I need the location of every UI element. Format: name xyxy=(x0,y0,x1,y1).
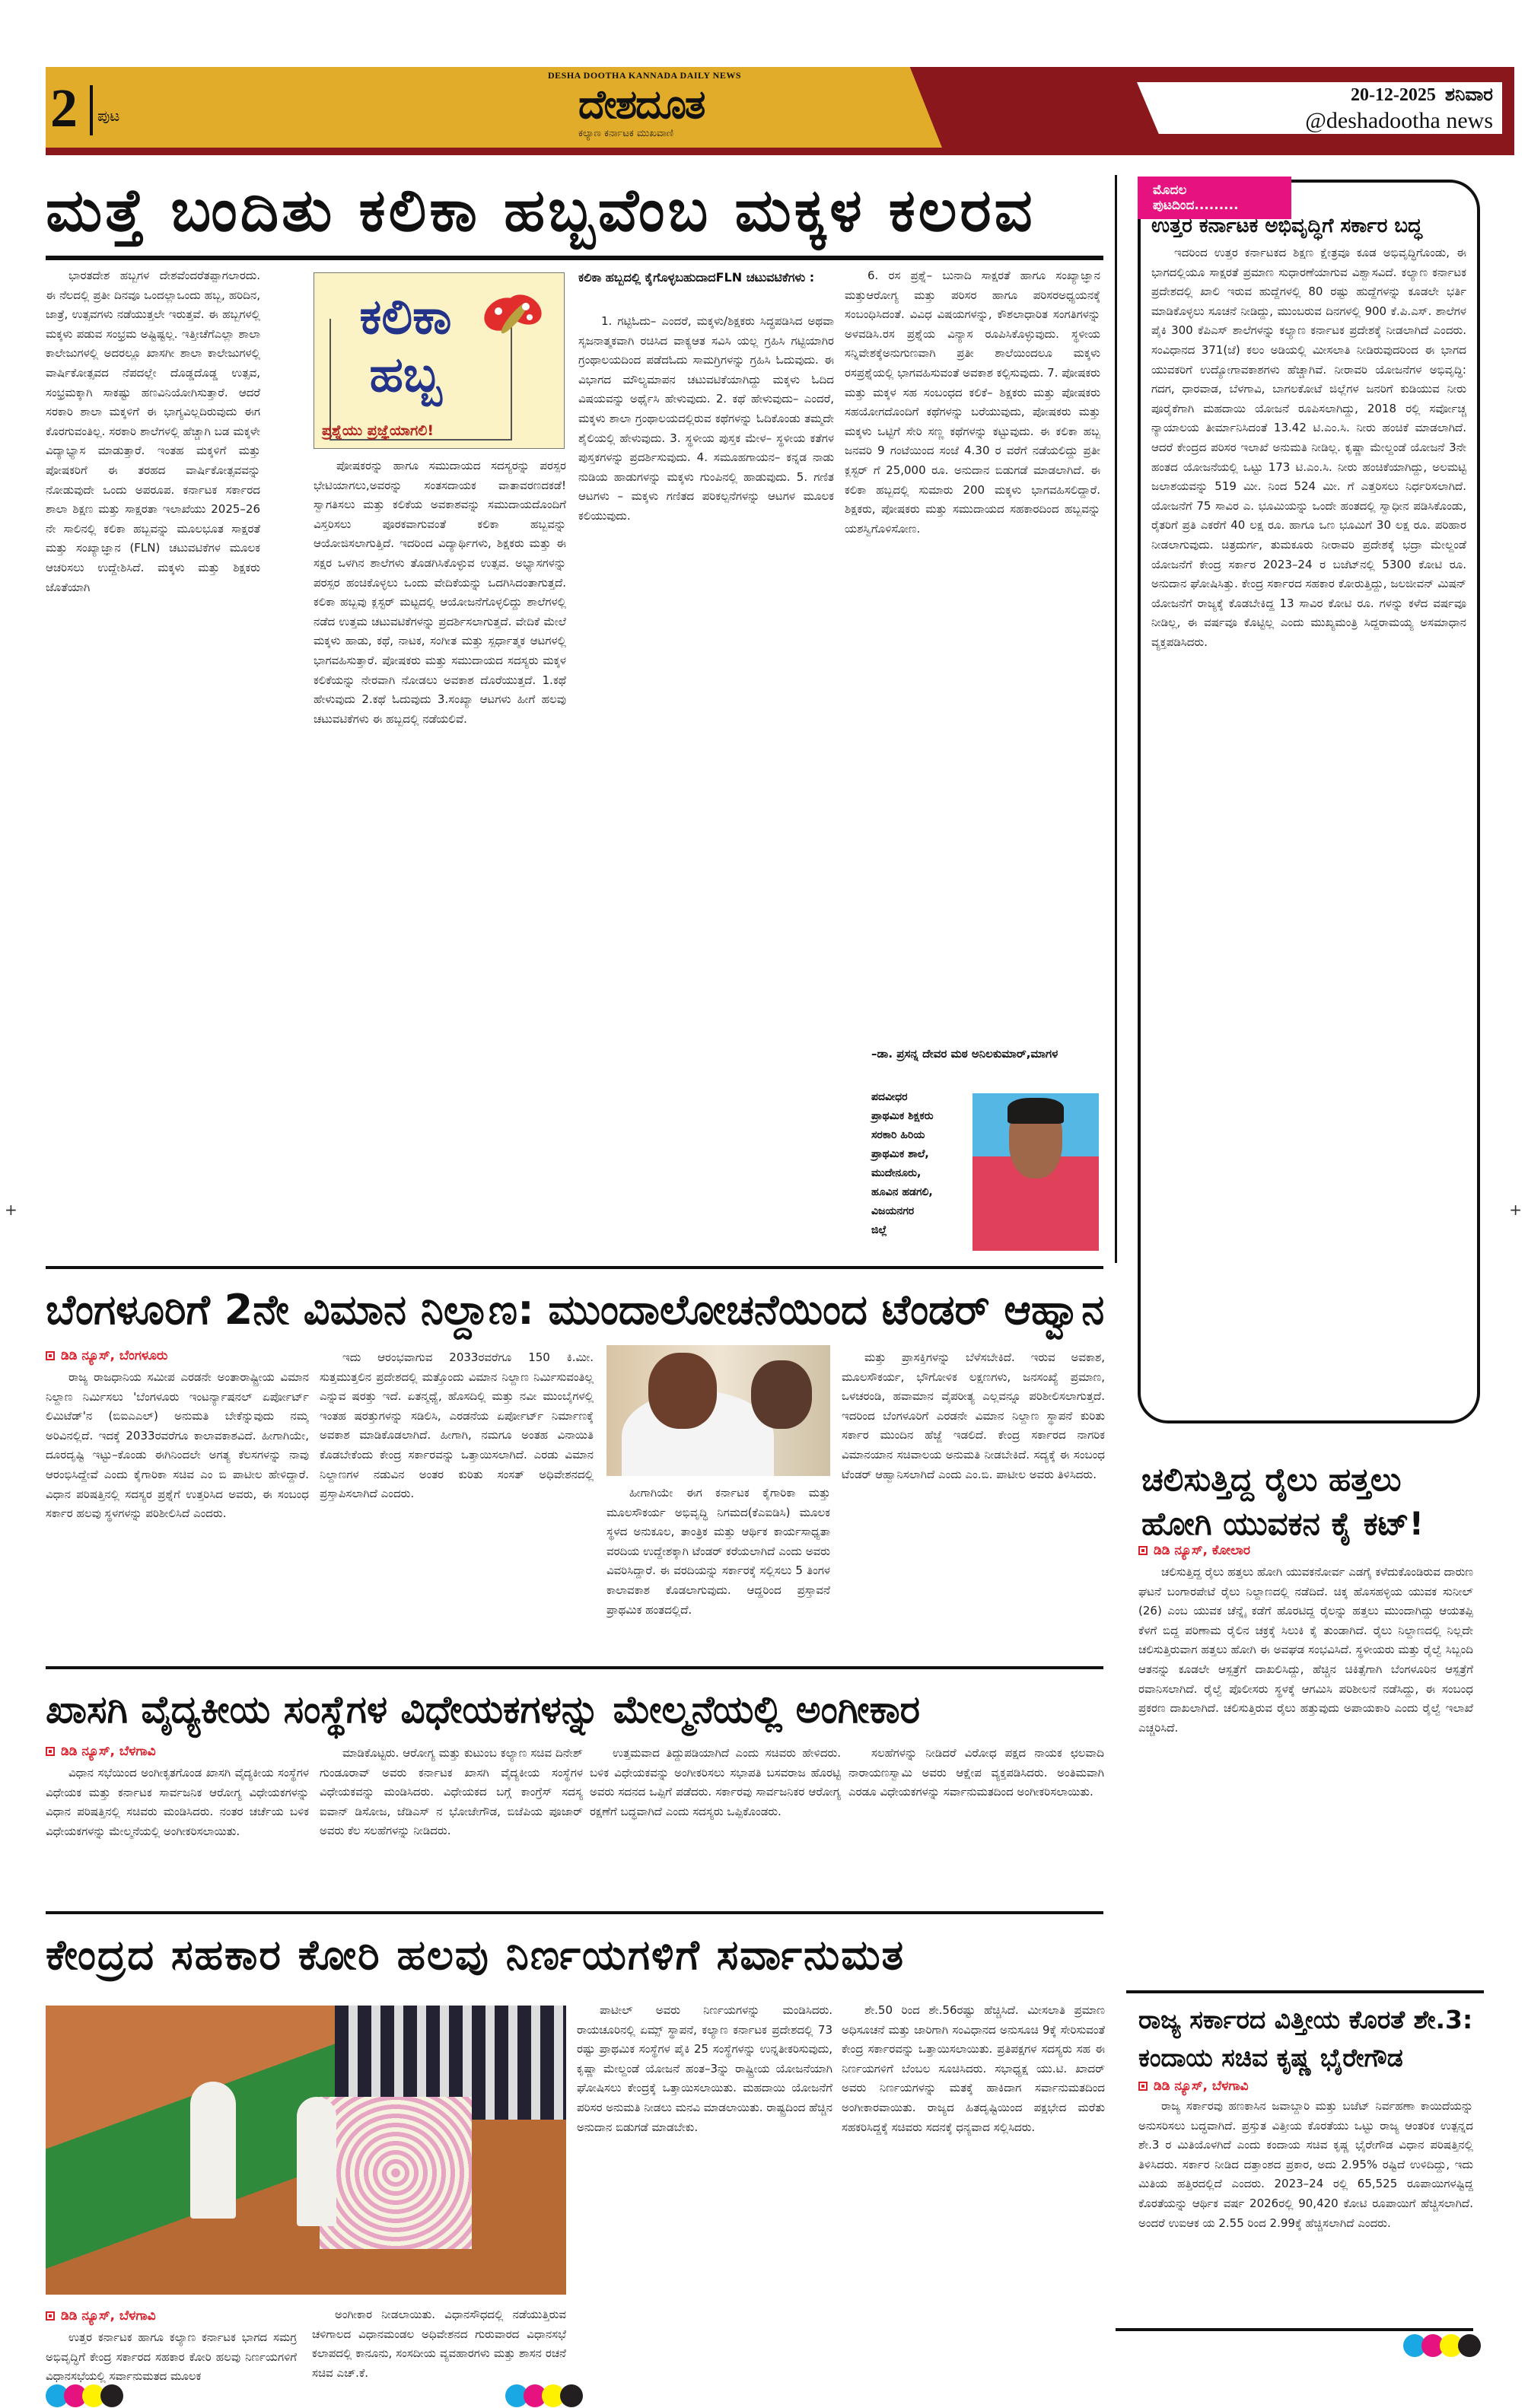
centre-column-2 xyxy=(312,2305,566,2384)
assembly-photo xyxy=(46,2006,566,2295)
photo-person xyxy=(190,2082,236,2219)
masthead-bottom-bar xyxy=(46,148,1514,155)
black-mark-icon xyxy=(100,2384,123,2407)
airport-dateline xyxy=(46,1348,167,1363)
column-divider xyxy=(1115,175,1117,1263)
dateline-text: ಡಿಡಿ ನ್ಯೂಸ್, ಬೆಳಗಾವಿ xyxy=(1154,2079,1249,2094)
medical-text-3: ಉತ್ತಮವಾದ ತಿದ್ದುಪಡಿಯಾಗಿದೆ ಎಂದು ಸಚಿವರು ಹೇಳಿದರು. ಬಳಿಕ ವಿಧೇಯಕವನ್ನು ಅಂಗೀಕರಿಸಲು ಸಭಾಪತಿ ಬಸವರಾಜ ಹೊರಟ್ಟಿ ಅವರು ಸದನದ ಒಪ್ಪಿಗೆ ಪಡೆದರು. ಸರ್ಕಾರವು ಸಾರ್ವಜನಿಕರ ಆರೋಗ್ಯ ರಕ್ಷಣೆಗೆ ಬದ್ಧವಾಗಿದೆ ಎಂದು ಸದಸ್ಯರು ಒಪ್ಪಿಕೊಂಡರು. xyxy=(590,1746,841,1818)
author-line: ಮುದೇನೂರು, xyxy=(871,1167,922,1179)
centre-headline: ಕೇಂದ್ರದ ಸಹಕಾರ ಕೋರಿ ಹಲವು ನಿರ್ಣಯಗಳಿಗೆ ಸರ್ವಾನುಮತ xyxy=(46,1931,906,1979)
airport-text-3: ಹೀಗಾಗಿಯೇ ಈಗ ಕರ್ನಾಟಕ ಕೈಗಾರಿಕಾ ಮತ್ತು ಮೂಲಸೌಕರ್ಯ ಅಭಿವೃದ್ಧಿ ನಿಗಮದ(ಕೆಎಐಡಿಸಿ) ಮೂಲಕ ಸ್ಥಳದ ಅನುಕೂಲ, ತಾಂತ್ರಿಕ ಮತ್ತು ಆರ್ಥಿಕ ಕಾರ್ಯಸಾಧ್ಯತಾ ವರದಿಯ ಉದ್ದೇಶಕ್ಕಾಗಿ ಟೆಂಡರ್ ಕರೆಯಲಾಗಿದೆ ಎಂದು ಅವರು ವಿವರಿಸಿದ್ದಾರೆ. ಈ ವರದಿಯನ್ನು ಸರ್ಕಾರಕ್ಕೆ ಸಲ್ಲಿಸಲು 5 ತಿಂಗಳ ಕಾಲಾವಕಾಶ ಕೊಡಲಾಗುವುದು. ಆದ್ದರಿಂದ ಪ್ರಸ್ತಾವನೆ ಪ್ರಾಥಮಿಕ ಹಂತದಲ್ಲಿದೆ. xyxy=(606,1486,830,1617)
centre-text-4: ಶೇ.50 ರಿಂದ ಶೇ.56ರಷ್ಟು ಹೆಚ್ಚಿಸಿದೆ. ಮೀಸಲಾತಿ ಪ್ರಮಾಣ ಅಧಿಸೂಚನೆ ಮತ್ತು ಜಾರಿಗಾಗಿ ಸಂವಿಧಾನದ ಅನುಸೂಚಿ 9ಕ್ಕೆ ಸೇರಿಸುವಂತೆ ಕೇಂದ್ರ ಸರ್ಕಾರವನ್ನು ಒತ್ತಾಯಿಸಲಾಯಿತು. ಪ್ರತಿಪಕ್ಷಗಳ ಸದಸ್ಯರು ಸಹ ಈ ನಿರ್ಣಯಗಳಿಗೆ ಬೆಂಬಲ ಸೂಚಿಸಿದರು. ಸಭಾಧ್ಯಕ್ಷ ಯು.ಟಿ. ಖಾದರ್ ಅವರು ನಿರ್ಣಯಗಳನ್ನು ಮತಕ್ಕೆ ಹಾಕಿದಾಗ ಸರ್ವಾನುಮತದಿಂದ ಅಂಗೀಕಾರವಾಯಿತು. ರಾಜ್ಯದ ಹಿತದೃಷ್ಟಿಯಿಂದ ಪಕ್ಷಭೇದ ಮರೆತು ಸಹಕರಿಸಿದ್ದಕ್ಕೆ ಸಚಿವರು ಸದನಕ್ಕೆ ಧನ್ಯವಾದ ಸಲ್ಲಿಸಿದರು. xyxy=(842,2003,1105,2134)
photo-face xyxy=(648,1353,717,1429)
fln-heading: ಕಲಿಕಾ ಹಬ್ಬದಲ್ಲಿ ಕೈಗೊಳ್ಳಬಹುದಾದFLN ಚಟುವಟಿಕೆಗಳು : xyxy=(578,270,815,285)
medical-column-4 xyxy=(848,1744,1104,1908)
page-number: 2 xyxy=(50,78,78,138)
centre-text-2: ಅಂಗೀಕಾರ ನೀಡಲಾಯಿತು. ವಿಧಾನಸೌಧದಲ್ಲಿ ನಡೆಯುತ್ತಿರುವ ಚಳಿಗಾಲದ ವಿಧಾನಮಂಡಲ ಅಧಿವೇಶನದ ಗುರುವಾರದ ವಿಧಾನಸಭೆ ಕಲಾಪದಲ್ಲಿ ಕಾನೂನು, ಸಂಸದೀಯ ವ್ಯವಹಾರಗಳು ಮತ್ತು ಶಾಸನ ರಚನೆ ಸಚಿವ ಎಚ್.ಕೆ. xyxy=(312,2308,566,2380)
airport-column-2 xyxy=(320,1348,594,1657)
page-label: ಪುಟ xyxy=(97,107,120,125)
dateline-text: ಡಿಡಿ ನ್ಯೂಸ್, ಬೆಂಗಳೂರು xyxy=(61,1348,168,1363)
medical-dateline xyxy=(46,1744,156,1759)
dateline-text: ಡಿಡಿ ನ್ಯೂಸ್, ಬೆಳಗಾವಿ xyxy=(61,2308,156,2324)
airport-column-1 xyxy=(46,1368,309,1657)
author-line: ಪದವೀಧರ xyxy=(871,1091,908,1103)
medical-text-4: ಸಲಹೆಗಳನ್ನು ನೀಡಿದರೆ ವಿರೋಧ ಪಕ್ಷದ ನಾಯಕ ಛಲವಾದಿ ನಾರಾಯಣಸ್ವಾಮಿ ಅವರು ಆಕ್ಷೇಪ ವ್ಯಕ್ತಪಡಿಸಿದರು. ಅಂತಿಮವಾಗಿ ಎರಡೂ ವಿಧೇಯಕಗಳನ್ನು ಸರ್ವಾನುಮತದಿಂದ ಅಂಗೀಕರಿಸಲಾಯಿತು. xyxy=(848,1746,1104,1799)
medical-column-3 xyxy=(590,1744,841,1908)
black-mark-icon xyxy=(560,2384,583,2407)
english-paper-name: DESHA DOOTHA KANNADA DAILY NEWS xyxy=(548,70,741,81)
dateline-text: ಡಿಡಿ ನ್ಯೂಸ್, ಬೆಳಗಾವಿ xyxy=(61,1744,156,1759)
cmyk-marks-center xyxy=(510,2384,583,2407)
centre-dateline xyxy=(46,2308,156,2324)
fiscal-dateline xyxy=(1138,2079,1249,2094)
continued-tag: ಮೊದಲ ಪುಟದಿಂದ......... xyxy=(1138,177,1291,219)
airport-text-4: ಮತ್ತು ಪ್ರಾಸಕ್ತಿಗಳನ್ನು ಬೆಳೆಸಬೇಕಿದೆ. ಇರುವ ಅವಕಾಶ, ಮೂಲಸೌಕರ್ಯ, ಭೌಗೋಳಿಕ ಲಕ್ಷಣಗಳು, ಜನಸಂಖ್ಯೆ ಪ್ರಮಾಣ, ಒಳಚರಂಡಿ, ಹವಾಮಾನ ವೈಪರೀತ್ಯ ಎಲ್ಲವನ್ನೂ ಪರಿಶೀಲಿಸಲಾಗುತ್ತದೆ. ಇದರಿಂದ ಬೆಂಗಳೂರಿಗೆ ಎರಡನೇ ವಿಮಾನ ನಿಲ್ದಾಣ ಸ್ಥಾಪನೆ ಕುರಿತು ಸರ್ಕಾರ ಮುಂದಿನ ಹೆಜ್ಜೆ ಇಡಲಿದೆ. ಕೇಂದ್ರ ಸರ್ಕಾರದ ನಾಗರಿಕ ವಿಮಾನಯಾನ ಸಚಿವಾಲಯ ಅನುಮತಿ ನೀಡಬೇಕಿದೆ. ಸದ್ಯಕ್ಕೆ ಈ ಸಂಬಂಧ ಟೆಂಡರ್ ಆಹ್ವಾನಿಸಲಾಗಿದೆ ಎಂದು ಎಂ.ಬಿ. ಪಾಟೀಲ ಅವರು ತಿಳಿಸಿದರು. xyxy=(842,1350,1105,1481)
cmyk-marks-right xyxy=(1408,2334,1481,2357)
lead-headline: ಮತ್ತೆ ಬಂದಿತು ಕಲಿಕಾ ಹಬ್ಬವೆಂಬ ಮಕ್ಕಳ ಕಲರವ xyxy=(46,177,1036,245)
masthead xyxy=(46,67,1514,148)
medical-text-1: ವಿಧಾನ ಸಭೆಯಿಂದ ಅಂಗೀಕೃತಗೊಂಡ ಖಾಸಗಿ ವೈದ್ಯಕೀಯ ಸಂಸ್ಥೆಗಳ ವಿಧೇಯಕ ಮತ್ತು ಕರ್ನಾಟಕ ಸಾರ್ವಜನಿಕ ಆರೋಗ್ಯ ವಿಧೇಯಕಗಳನ್ನು ವಿಧಾನ ಪರಿಷತ್ತಿನಲ್ಲಿ ಸಚಿವರು ಮಂಡಿಸಿದರು. ನಂತರ ಚರ್ಚೆಯ ಬಳಿಕ ವಿಧೇಯಕಗಳನ್ನು ಮೇಲ್ಮನೆಯಲ್ಲಿ ಅಂಗೀಕರಿಸಲಾಯಿತು. xyxy=(46,1766,309,1838)
train-headline: ಚಲಿಸುತ್ತಿದ್ದ ರೈಲು ಹತ್ತಲು ಹೋಗಿ ಯುವಕನ ಕೈ ಕಟ್! xyxy=(1141,1461,1424,1542)
dateline-text: ಡಿಡಿ ನ್ಯೂಸ್, ಕೋಲಾರ xyxy=(1154,1543,1250,1558)
lead-column-4 xyxy=(845,266,1100,1035)
fiscal-headline: ರಾಜ್ಯ ಸರ್ಕಾರದ ವಿತ್ತೀಯ ಕೊರತೆ ಶೇ.3: ಕಂದಾಯ ಸಚಿವ ಕೃಷ್ಣ ಭೈರೇಗೌಡ xyxy=(1138,2005,1473,2072)
lead-text-2: ಪೋಷಕರನ್ನು ಹಾಗೂ ಸಮುದಾಯದ ಸದಸ್ಯರನ್ನು ಪರಸ್ಪರ ಭೇಟಿಯಾಗಲು,ಅವರನ್ನು ಸಂತಸದಾಯಕ ವಾತಾವರಣದಕಡೆ! ಸ್ವಾಗತಿಸಲು ಮತ್ತು ಕಲಿಕೆಯ ಅವಕಾಶವನ್ನು ಸಮುದಾಯದೊಂದಿಗೆ ವಿಸ್ತರಿಸಲು ಪೂರಕವಾಗುವಂತೆ ಕಲಿಕಾ ಹಬ್ಬವನ್ನು ಆಯೋಜಿಸಲಾಗುತ್ತಿದೆ. ಇದರಿಂದ ವಿದ್ಯಾರ್ಥಿಗಳು, ಶಿಕ್ಷಕರು ಮತ್ತು ಈ ಸಕ್ಷರ ಒಳಗಿನ ಶಾಲೆಗಳು ತೊಡಗಿಸಿಕೊಳ್ಳುವ ಉತ್ಸವ. ಅಭ್ಯಾಸಗಳನ್ನು ಪರಸ್ಪರ ಹಂಚಿಕೊಳ್ಳಲು ಒಂದು ವೇದಿಕೆಯನ್ನು ಒದಗಿಸಿದಂತಾಗುತ್ತದೆ. ಕಲಿಕಾ ಹಬ್ಬವು ಕ್ಲಸ್ಟರ್ ಮಟ್ಟದಲ್ಲಿ ಆಯೋಜನೆಗೊಳ್ಳಲಿದ್ದು ಶಾಲೆಗಳಲ್ಲಿ ನಡೆದ ಉತ್ತಮ ಚಟುವಟಿಕೆಗಳನ್ನು ಪ್ರದರ್ಶಿಸಲಾಗುತ್ತದೆ. ವೇದಿಕೆ ಮೇಲೆ ಮಕ್ಕಳು ಹಾಡು, ಕಥೆ, ನಾಟಕ, ಸಂಗೀತ ಮತ್ತು ಸ್ಪರ್ಧಾತ್ಮಕ ಆಟಗಳಲ್ಲಿ ಭಾಗವಹಿಸುತ್ತಾರೆ. ಪೋಷಕರು ಮತ್ತು ಸಮುದಾಯದ ಸದಸ್ಯರು ಮಕ್ಕಳ ಕಲಿಕೆಯನ್ನು ನೇರವಾಗಿ ನೋಡಲು ಅವಕಾಶ ದೊರೆಯುತ್ತದೆ. 1.ಕಥೆ ಹೇಳುವುದು 2.ಕಥೆ ಓದುವುದು 3.ಸಂಖ್ಯಾ ಆಟಗಳು ಹೀಗೆ ಹಲವು ಚಟುವಟಿಕೆಗಳು ಈ ಹಬ್ಬದಲ್ಲಿ ನಡೆಯಲಿವೆ. xyxy=(314,459,566,726)
dateline-bullet-icon xyxy=(1138,1546,1148,1555)
section-rule xyxy=(46,1266,1103,1269)
dateline-bullet-icon xyxy=(1138,2082,1148,2091)
author-line: ವಿಜಯನಗರ xyxy=(871,1205,915,1217)
butterfly-icon xyxy=(480,284,549,352)
sidebar-body xyxy=(1151,243,1466,1414)
registration-mark-right-icon: + xyxy=(1509,1201,1522,1219)
centre-column-4 xyxy=(842,2001,1105,2381)
author-photo xyxy=(973,1093,1099,1251)
lead-column-2 xyxy=(314,456,566,1255)
photo-flowers xyxy=(320,2097,472,2249)
lead-column-1 xyxy=(46,266,260,1255)
airport-column-4 xyxy=(842,1348,1105,1657)
medical-text-2: ಮಾಡಿಕೊಟ್ಟರು. ಆರೋಗ್ಯ ಮತ್ತು ಕುಟುಂಬ ಕಲ್ಯಾಣ ಸಚಿವ ದಿನೇಶ್ ಗುಂಡೂರಾವ್ ಅವರು ಕರ್ನಾಟಕ ಖಾಸಗಿ ವೈದ್ಯಕೀಯ ಸಂಸ್ಥೆಗಳ ವಿಧೇಯಕವನ್ನು ಮಂಡಿಸಿದರು. ವಿಧೇಯಕದ ಬಗ್ಗೆ ಕಾಂಗ್ರೆಸ್ ಸದಸ್ಯ ಐವಾನ್ ಡಿಸೋಜ, ಜೆಡಿಎಸ್ ನ ಭೋಜೇಗೌಡ, ಬಿಜೆಪಿಯ ಪೂಜಾರ್ ಅವರು ಕೆಲ ಸಲಹೆಗಳನ್ನು ನೀಡಿದರು. xyxy=(320,1746,583,1838)
dateline-bullet-icon xyxy=(46,1747,55,1756)
centre-column-3 xyxy=(577,2001,832,2381)
dateline-bullet-icon xyxy=(46,1351,55,1360)
newspaper-tagline: ಕಲ್ಯಾಣ ಕರ್ನಾಟಕ ಮುಖವಾಣಿ xyxy=(578,128,673,139)
lead-text-3: 1. ಗಟ್ಟಿಓದು– ಎಂದರೆ, ಮಕ್ಕಳು/ಶಿಕ್ಷಕರು ಸಿದ್ಧಪಡಿಸಿದ ಅಥವಾ ಸೃಜನಾತ್ಮಕವಾಗಿ ರಚಿಸಿದ ವಾಕ್ಯಆತ ಸವಿಸಿ ಯಲ್ಲ ಗ್ರಹಿಸಿ ಗಟ್ಟಿಯಾಗಿರ ಗ್ರಂಥಾಲಯದಿಂದ ಪಡೆದಓದು ಸಾಮಗ್ರಿಗಳನ್ನು ಗ್ರಹಿಸಿ ಓದುವುದು. ಈ ವಿಭಾಗದ ಮೌಲ್ಯಮಾಪನ ಚಟುವಟಿಕೆಯಾಗಿದ್ದು ಮಕ್ಕಳು ಓದಿದ ವಿಷಯವನ್ನು ಅರ್ಥೈಸಿ ಹೇಳುವುದು. 2. ಕಥೆ ಹೇಳುವುದು– ಎಂದರೆ, ಮಕ್ಕಳು ಶಾಲಾ ಗ್ರಂಥಾಲಯದಲ್ಲಿರುವ ಕಥೆಗಳನ್ನು ಓದಿಕೊಂಡು ತಮ್ಮದೇ ಶೈಲಿಯಲ್ಲಿ ಹೇಳುವುದು. 3. ಸ್ಥಳೀಯ ಪುಸ್ತಕ ಮೇಳ– ಸ್ಥಳೀಯ ಕತೆಗಳ ಪುಸ್ತಕಗಳನ್ನು ಪ್ರದರ್ಶಿಸುವುದು. 4. ಸಮೂಹಗಾಯನ– ಕನ್ನಡ ನಾಡು ನುಡಿಯ ಹಾಡುಗಳನ್ನು ಮಕ್ಕಳು ಗುಂಪಿನಲ್ಲಿ ಹಾಡುವುದು. 5. ಗಣಿತ ಆಟಗಳು – ಮಕ್ಕಳು ಗಣಿತದ ಪರಿಕಲ್ಪನೆಗಳನ್ನು ಆಟಗಳ ಮೂಲಕ ಕಲಿಯುವುದು. xyxy=(578,314,834,523)
author-line: ಸರಕಾರಿ ಹಿರಿಯ xyxy=(871,1129,925,1141)
newspaper-logo: ದೇಶದೂತ xyxy=(578,82,705,128)
train-body xyxy=(1138,1563,1473,1981)
date-value: 20-12-2025 xyxy=(1350,85,1436,105)
fiscal-body xyxy=(1138,2097,1473,2317)
centre-text-1: ಉತ್ತರ ಕರ್ನಾಟಕ ಹಾಗೂ ಕಲ್ಯಾಣ ಕರ್ನಾಟಕ ಭಾಗದ ಸಮಗ್ರ ಅಭಿವೃದ್ಧಿಗೆ ಕೇಂದ್ರ ಸರ್ಕಾರದ ಸಹಕಾರ ಕೋರಿ ಹಲವು ನಿರ್ಣಯಗಳಿಗೆ ವಿಧಾನಸಭೆಯಲ್ಲಿ ಸರ್ವಾನುಮತದ ಮೂಲಕ xyxy=(46,2330,297,2384)
section-rule xyxy=(46,1911,1103,1914)
photo-face-2 xyxy=(751,1360,812,1429)
medical-headline: ಖಾಸಗಿ ವೈದ್ಯಕೀಯ ಸಂಸ್ಥೆಗಳ ವಿಧೇಯಕಗಳನ್ನು ಮೇಲ್ಮನೆಯಲ್ಲಿ ಅಂಗೀಕಾರ xyxy=(46,1688,921,1732)
logo-title: ಕಲಿಕಾ ಹಬ್ಬ xyxy=(359,289,452,403)
section-rule xyxy=(1126,1990,1484,1993)
social-handle: @deshadootha news xyxy=(1305,108,1493,133)
train-dateline xyxy=(1138,1543,1250,1558)
lead-headline-rule xyxy=(46,256,1103,260)
airport-text-1: ರಾಜ್ಯ ರಾಜಧಾನಿಯ ಸಮೀಪ ಎರಡನೇ ಅಂತಾರಾಷ್ಟ್ರೀಯ ವಿಮಾನ ನಿಲ್ದಾಣ ನಿರ್ಮಿಸಲು 'ಬೆಂಗಳೂರು ಇಂಟರ್ನ್ಯಾಷನಲ್ ಏರ್ಪೋರ್ಟ್ ಲಿಮಿಟೆಡ್'ನ (ಬಿಐಎಎಲ್) ಅನುಮತಿ ಬೇಕೆನ್ನುವುದು ನಮ್ಮ ಅರಿವಿನಲ್ಲಿದೆ. ಇದಕ್ಕೆ 2033ರವರೆಗೂ ಕಾಲಾವಕಾಶವಿದೆ. ಹೀಗಾಗಿಯೇ, ದೂರದೃಷ್ಟಿ ಇಟ್ಟು–ಕೊಂಡು ಈಗಿನಿಂದಲೇ ಅಗತ್ಯ ಕೆಲಸಗಳನ್ನು ನಾವು ಆರಂಭಿಸಿದ್ದೇವೆ ಎಂದು ಕೈಗಾರಿಕಾ ಸಚಿವ ಎಂ ಬಿ ಪಾಟೀಲ ಹೇಳಿದ್ದಾರೆ. ವಿಧಾನ ಪರಿಷತ್ತಿನಲ್ಲಿ ಸದಸ್ಯರ ಪ್ರಶ್ನೆಗೆ ಉತ್ತರಿಸಿದ ಅವರು, ಈ ಸಂಬಂಧ ಸರ್ಕಾರ ಹಲವು ಸ್ಥಳಗಳನ್ನು ಪರಿಶೀಲಿಸಿದೆ ಎಂದರು. xyxy=(46,1370,309,1521)
author-hair xyxy=(1008,1098,1064,1124)
cmyk-marks-left xyxy=(50,2384,123,2407)
lead-column-3 xyxy=(578,312,834,1073)
logo-slogan: ಪ್ರಶ್ನೆಯು ಪ್ರಜ್ಞೆಯಾಗಲಿ! xyxy=(322,422,435,439)
dateline-bullet-icon xyxy=(46,2311,55,2321)
minister-photo xyxy=(606,1345,830,1476)
medical-column-1 xyxy=(46,1764,309,1908)
author-details xyxy=(871,1088,970,1240)
kalika-habba-logo xyxy=(314,272,565,449)
sidebar-text: ಇದರಿಂದ ಉತ್ತರ ಕರ್ನಾಟಕದ ಶಿಕ್ಷಣ ಕ್ಷೇತ್ರವೂ ಕೂಡ ಅಭಿವೃದ್ಧಿಗೊಂಡು, ಈ ಭಾಗದಲ್ಲಿಯೂ ಸಾಕ್ಷರತೆ ಪ್ರಮಾಣ ಸುಧಾರಣೆಯಾಗುವ ವಿಶ್ವಾಸವಿದೆ. ಕಲ್ಯಾಣ ಕರ್ನಾಟಕ ಪ್ರದೇಶದಲ್ಲಿ ಖಾಲಿ ಇರುವ ಹುದ್ದೆಗಳಲ್ಲಿ 80 ರಷ್ಟು ಹುದ್ದೆಗಳನ್ನು ಕೂಡಲೇ ಭರ್ತಿ ಮಾಡಿಕೊಳ್ಳಲು ಸೂಚನೆ ನೀಡಿದ್ದು, ಮುಂಬರುವ ದಿನಗಳಲ್ಲಿ 900 ಕೆ.ಪಿ.ಎಸ್. ಶಾಲೆಗಳ ಪೈಕಿ 300 ಕೆಪಿಎಸ್ ಶಾಲೆಗಳನ್ನು ಕಲ್ಯಾಣ ಕರ್ನಾಟಕ ಪ್ರದೇಶಕ್ಕೆ ನೀಡಲಾಗಿದೆ ಎಂದರು. ಸಂವಿಧಾನದ 371(ಜೆ) ಕಲಂ ಅಡಿಯಲ್ಲಿ ಮೀಸಲಾತಿ ನೀಡಿರುವುದರಿಂದ ಈ ಭಾಗದ ಯುವಕರಿಗೆ ಉದ್ಯೋಗಾವಕಾಶಗಳು ಹೆಚ್ಚಾಗಿವೆ. ನೀರಾವರಿ ಯೋಜನೆಗಳ ಅಭಿವೃದ್ಧಿ: ಗದಗ, ಧಾರವಾಡ, ಬೆಳಗಾವಿ, ಬಾಗಲಕೋಟೆ ಜಿಲ್ಲೆಗಳ ಜನರಿಗೆ ಕುಡಿಯುವ ನೀರು ಪೂರೈಕೆಗಾಗಿ ಮಹದಾಯಿ ಯೋಜನೆ ರೂಪಿಸಲಾಗಿದ್ದು, 2018 ರಲ್ಲಿ ಸರ್ವೋಚ್ಚ ನ್ಯಾಯಾಲಯ ತೀರ್ಮಾನಿಸಿದಂತೆ 13.42 ಟಿ.ಎಂ.ಸಿ. ನೀರು ಹಂಚಿಕೆ ಮಾಡಲಾಗಿದೆ. ಆದರೆ ಕೇಂದ್ರದ ಪರಿಸರ ಇಲಾಖೆ ಅನುಮತಿ ನೀಡಿಲ್ಲ. ಕೃಷ್ಣಾ ಮೇಲ್ದಂಡೆ ಯೋಜನೆ 3ನೇ ಹಂತದ ಯೋಜನೆಯಲ್ಲಿ ಒಟ್ಟು 173 ಟಿ.ಎಂ.ಸಿ. ನೀರು ಹಂಚಿಕೆಯಾಗಿದ್ದು, ಅಲಮಟ್ಟಿ ಜಲಾಶಯವನ್ನು 519 ಮೀ. ನಿಂದ 524 ಮೀ. ಗೆ ಎತ್ತರಿಸಲು ನಿರ್ಧರಿಸಲಾಗಿದೆ. ಯೋಜನೆಗೆ 75 ಸಾವಿರ ಎ. ಭೂಮಿಯನ್ನು ಒಂದೇ ಹಂತದಲ್ಲಿ ಸ್ವಾಧೀನ ಪಡಿಸಿಕೊಂಡು, ರೈತರಿಗೆ ಪ್ರತಿ ಎಕರೆಗೆ 40 ಲಕ್ಷ ರೂ. ಹಾಗೂ ಒಣ ಭೂಮಿಗೆ 30 ಲಕ್ಷ ರೂ. ಪರಿಹಾರ ನೀಡಲಾಗುವುದು. ಚಿತ್ರದುರ್ಗ, ತುಮಕೂರು ನೀರಾವರಿ ಪ್ರದೇಶಕ್ಕೆ ಭದ್ರಾ ಮೇಲ್ದಂಡೆ ಯೋಜನೆಗೆ ಕೇಂದ್ರ ಸರ್ಕಾರ 2023–24 ರ ಬಜೆಟ್‌ನಲ್ಲಿ 5300 ಕೋಟಿ ರೂ. ಅನುದಾನ ಘೋಷಿಸಿತ್ತು. ಕೇಂದ್ರ ಸರ್ಕಾರದ ಸಹಕಾರ ಕೋರುತ್ತಿದ್ದು, ಜಲಜೀವನ್ ಮಿಷನ್ ಯೋಜನೆಗೆ ರಾಜ್ಯಕ್ಕೆ ಕೊಡಬೇಕಿದ್ದ 13 ಸಾವಿರ ಕೋಟಿ ರೂ. ಗಳನ್ನು ಕಳೆದ ವರ್ಷವೂ ನೀಡಿಲ್ಲ, ಈ ವರ್ಷವೂ ಕೊಟ್ಟಿಲ್ಲ ಎಂದು ಮುಖ್ಯಮಂತ್ರಿ ಸಿದ್ದರಾಮಯ್ಯ ಅಸಮಾಧಾನ ವ್ಯಕ್ತಪಡಿಸಿದರು. xyxy=(1151,246,1466,649)
black-mark-icon xyxy=(1458,2334,1481,2357)
photo-person xyxy=(297,2097,336,2226)
centre-text-3: ಪಾಟೀಲ್ ಅವರು ನಿರ್ಣಯಗಳನ್ನು ಮಂಡಿಸಿದರು. ರಾಯಚೂರಿನಲ್ಲಿ ಏಮ್ಸ್ ಸ್ಥಾಪನೆ, ಕಲ್ಯಾಣ ಕರ್ನಾಟಕ ಪ್ರದೇಶದಲ್ಲಿ 73 ರಷ್ಟು ಪ್ರಾಥಮಿಕ ಸಂಸ್ಥೆಗಳ ಪೈಕಿ 25 ಸಂಸ್ಥೆಗಳನ್ನು ಉನ್ನತೀಕರಿಸುವುದು, ಕೃಷ್ಣಾ ಮೇಲ್ದಂಡೆ ಯೋಜನೆ ಹಂತ–3ನ್ನು ರಾಷ್ಟ್ರೀಯ ಯೋಜನೆಯಾಗಿ ಘೋಷಿಸಲು ಕೇಂದ್ರಕ್ಕೆ ಒತ್ತಾಯಿಸಲಾಯಿತು. ಮಹದಾಯಿ ಯೋಜನೆಗೆ ಪರಿಸರ ಅನುಮತಿ ನೀಡಲು ಮನವಿ ಮಾಡಲಾಯಿತು. ರಾಷ್ಟ್ರದಿಂದ ಹೆಚ್ಚಿನ ಅನುದಾನ ಬಿಡುಗಡೆ ಮಾಡಬೇಕು. xyxy=(577,2003,832,2134)
registration-mark-left-icon: + xyxy=(5,1201,18,1219)
footer-rule-right xyxy=(1116,2328,1473,2331)
airport-text-2: ಇದು ಆರಂಭವಾಗುವ 2033ರವರೆಗೂ 150 ಕಿ.ಮೀ. ಸುತ್ತಮುತ್ತಲಿನ ಪ್ರದೇಶದಲ್ಲಿ ಮತ್ತೊಂದು ವಿಮಾನ ನಿಲ್ದಾಣ ನಿರ್ಮಿಸುವಂತಿಲ್ಲ ಎನ್ನುವ ಷರತ್ತು ಇದೆ. ಏತನ್ಮಧ್ಯೆ, ಹೊಸದಿಲ್ಲಿ ಮತ್ತು ನವೀ ಮುಂಬೈಗಳಲ್ಲಿ ಇಂತಹ ಷರತ್ತುಗಳನ್ನು ಸಡಿಲಿಸಿ, ಎರಡನೆಯ ಏರ್ಪೋರ್ಟ್ ನಿರ್ಮಾಣಕ್ಕೆ ಅವಕಾಶ ಮಾಡಿಕೊಡಲಾಗಿದೆ. ಹೀಗಾಗಿ, ನಮಗೂ ಅಂತಹ ವಿನಾಯಿತಿ ಕೊಡಬೇಕೆಂದು ಕೇಂದ್ರ ಸರ್ಕಾರವನ್ನು ಒತ್ತಾಯಿಸಲಾಗಿದೆ. ಎರಡು ವಿಮಾನ ನಿಲ್ದಾಣಗಳ ನಡುವಿನ ಅಂತರ ಕುರಿತು ಸಂಸತ್ ಅಧಿವೇಶನದಲ್ಲಿ ಪ್ರಸ್ತಾಪಿಸಲಾಗಿದೆ ಎಂದರು. xyxy=(320,1350,594,1501)
issue-date xyxy=(1351,85,1493,106)
author-line: ಪ್ರಾಥಮಿಕ ಶಿಕ್ಷಕರು xyxy=(871,1110,934,1122)
train-text: ಚಲಿಸುತ್ತಿದ್ದ ರೈಲು ಹತ್ತಲು ಹೋಗಿ ಯುವಕನೋರ್ವ ಎಡಗೈ ಕಳೆದುಕೊಂಡಿರುವ ದಾರುಣ ಘಟನೆ ಬಂಗಾರಪೇಟೆ ರೈಲು ನಿಲ್ದಾಣದಲ್ಲಿ ನಡೆದಿದೆ. ಚಿಕ್ಕ ಹೊಸಹಳ್ಳಿಯ ಯುವಕ ಸುನೀಲ್ (26) ಎಂಬ ಯುವಕ ಚೆನ್ನೈ ಕಡೆಗೆ ಹೊರಟಿದ್ದ ರೈಲನ್ನು ಹತ್ತಲು ಮುಂದಾಗಿದ್ದು ಆಯತಪ್ಪಿ ಕೆಳಗೆ ಬಿದ್ದ ಪರಿಣಾಮ ರೈಲಿನ ಚಕ್ರಕ್ಕೆ ಸಿಲುಕಿ ಕೈ ತುಂಡಾಗಿದೆ. ರೈಲು ನಿಲ್ದಾಣದಲ್ಲಿ ನಿಲ್ಲದೇ ಚಲಿಸುತ್ತಿರುವಾಗ ಹತ್ತಲು ಹೋಗಿ ಈ ಅವಘಡ ಸಂಭವಿಸಿದೆ. ಸ್ಥಳೀಯರು ಮತ್ತು ರೈಲ್ವೆ ಸಿಬ್ಬಂದಿ ಆತನನ್ನು ಕೂಡಲೇ ಆಸ್ಪತ್ರೆಗೆ ದಾಖಲಿಸಿದ್ದು, ಹೆಚ್ಚಿನ ಚಿಕಿತ್ಸೆಗಾಗಿ ಬೆಂಗಳೂರಿನ ಆಸ್ಪತ್ರೆಗೆ ರವಾನಿಸಲಾಗಿದೆ. ರೈಲ್ವೆ ಪೊಲೀಸರು ಸ್ಥಳಕ್ಕೆ ಆಗಮಿಸಿ ಪರಿಶೀಲನೆ ನಡೆಸಿದ್ದು, ಈ ಸಂಬಂಧ ಪ್ರಕರಣ ದಾಖಲಾಗಿದೆ. ಚಲಿಸುತ್ತಿರುವ ರೈಲು ಹತ್ತುವುದು ಅಪಾಯಕಾರಿ ಎಂದು ರೈಲ್ವೆ ಇಲಾಖೆ ಎಚ್ಚರಿಸಿದೆ. xyxy=(1138,1565,1473,1735)
lead-text-1: ಭಾರತದೇಶ ಹಬ್ಬಗಳ ದೇಶವೆಂದರೆತಪ್ಪಾಗಲಾರದು. ಈ ನೆಲದಲ್ಲಿ ಪ್ರತೀ ದಿನವೂ ಒಂದಲ್ಲಾಒಂದು ಹಬ್ಬ, ಹರಿದಿನ, ಜಾತ್ರೆ, ಉತ್ಸವಗಳು ನಡೆಯುತ್ತಲೇ ಇರುತ್ತವೆ. ಈ ಹಬ್ಬಗಳಲ್ಲಿ ಮಕ್ಕಳು ಪಡುವ ಸಂಭ್ರಮ ಅಷ್ಟಿಷ್ಟಲ್ಲ. ಇತ್ತೀಚೆಗೆಎಲ್ಲಾ ಶಾಲಾ ಕಾಲೇಜುಗಳಲ್ಲಿ ಅದರಲ್ಲೂ ಖಾಸಗೀ ಶಾಲಾ ಕಾಲೇಜುಗಳಲ್ಲಿ ವಾರ್ಷಿಕೋತ್ಸವದ ನೆಪದಲ್ಲೇ ದೊಡ್ಡದೊಡ್ಡ ಉತ್ಸವ, ಸಂಭ್ರಮಕ್ಕಾಗಿ ಸಾಕಷ್ಟು ಹಣವಿನಿಯೋಗಿಸುತ್ತಾರೆ. ಆದರೆ ಸರಕಾರಿ ಶಾಲಾ ಮಕ್ಕಳಿಗೆ ಈ ಭಾಗ್ಯವಿಲ್ಲದಿರುವುದು ಈಗ ಕೊರಗುವಂತಿಲ್ಲ. ಸರಕಾರಿ ಶಾಲೆಗಳಲ್ಲಿ ಹೆಚ್ಚಾಗಿ ಬಡ ಮಕ್ಕಳೇ ವಿದ್ಯಾಭ್ಯಾಸ ಮಾಡುತ್ತಾರೆ. ಇಂತಹ ಮಕ್ಕಳಿಗೆ ಮತ್ತು ಪೋಷಕರಿಗೆ ಈ ತರಹದ ವಾರ್ಷಿಕೋತ್ಸವವನ್ನು ನೋಡುವುದೇ ಒಂದು ಅಪರೂಪ. ಕರ್ನಾಟಕ ಸರ್ಕಾರದ ಶಾಲಾ ಶಿಕ್ಷಣ ಮತ್ತು ಸಾಕ್ಷರತಾ ಇಲಾಖೆಯು 2025–26 ನೇ ಸಾಲಿನಲ್ಲಿ ಕಲಿಕಾ ಹಬ್ಬವನ್ನು ಮೂಲಭೂತ ಸಾಕ್ಷರತೆ ಮತ್ತು ಸಂಖ್ಯಾಜ್ಞಾನ (FLN) ಚಟುವಟಿಕೆಗಳ ಮೂಲಕ ಆಚರಿಸಲು ಉದ್ದೇಶಿಸಿದೆ. ಮಕ್ಕಳು ಮತ್ತು ಶಿಕ್ಷಕರು ಜೊತೆಯಾಗಿ xyxy=(46,269,260,594)
sidebar-headline: ಉತ್ತರ ಕರ್ನಾಟಕ ಅಭಿವೃದ್ಧಿಗೆ ಸರ್ಕಾರ ಬದ್ಧ xyxy=(1151,215,1422,237)
airport-headline: ಬೆಂಗಳೂರಿಗೆ 2ನೇ ವಿಮಾನ ನಿಲ್ದಾಣ: ಮುಂದಾಲೋಚನೆಯಿಂದ ಟೆಂಡರ್ ಆಹ್ವಾನ xyxy=(46,1286,1105,1334)
medical-column-2 xyxy=(320,1744,583,1908)
weekday: ಶನಿವಾರ xyxy=(1444,85,1493,105)
airport-column-3 xyxy=(606,1484,830,1657)
author-name: –ಡಾ. ಪ್ರಸನ್ನ ದೇವರ ಮಠ ಅನಿಲಕುಮಾರ್,ಮಾಗಳ xyxy=(871,1047,1058,1061)
page-number-divider xyxy=(90,85,93,135)
author-line: ಪ್ರಾಥಮಿಕ ಶಾಲೆ, xyxy=(871,1148,929,1160)
section-rule xyxy=(46,1666,1103,1669)
author-line: ಹೂವಿನ ಹಡಗಲಿ, xyxy=(871,1186,933,1198)
lead-text-4: 6. ರಸ ಪ್ರಶ್ನೆ– ಬುನಾದಿ ಸಾಕ್ಷರತೆ ಹಾಗೂ ಸಂಖ್ಯಾಜ್ಞಾನ ಮತ್ತುಆರೋಗ್ಯ ಮತ್ತು ಪರಿಸರ ಹಾಗೂ ಪರಿಸರಅಧ್ಯಯನಕ್ಕೆ ಸಂಬಂಧಿಸಿದಂತೆ. ವಿವಿಧ ವಿಷಯಗಳನ್ನು, ಕೌಶಲಾಧಾರಿತ ಸಂಗತಿಗಳನ್ನು ಅಳವಡಿಸಿ.ರಸ ಪ್ರಶ್ನೆಯ ವಿನ್ಯಾಸ ರೂಪಿಸಿಕೊಳ್ಳುವುದು. ಸ್ಥಳೀಯ ಸನ್ನಿವೇಶಕ್ಕೆಅನುಗುಣವಾಗಿ ಪ್ರತೀ ಶಾಲೆಯಿಂದಲೂ ಮಕ್ಕಳು ರಸಪ್ರಶ್ನೆಯಲ್ಲಿ ಭಾಗವಹಿಸುವಂತೆ ಅವಕಾಶ ಕಲ್ಪಿಸುವುದು. 7. ಪೋಷಕರು ಮತ್ತು ಮಕ್ಕಳ ಸಹ ಸಂಬಂಧದ ಕಲಿಕೆ– ಶಿಕ್ಷಕರು ಮತ್ತು ಪೋಷಕರು ಸಹಯೋಗದೊಂದಿಗೆ ಕಥೆಗಳನ್ನು ಬರೆಯುವುದು, ಪೋಷಕರು ಮತ್ತು ಮಕ್ಕಳು ಒಟ್ಟಿಗೆ ಸೇರಿ ಸಣ್ಣ ಕಥೆಗಳನ್ನು ಕಟ್ಟುವುದು. ಈ ಕಲಿಕಾ ಹಬ್ಬ ಜನವರಿ 9 ಗಂಟೆಯಿಂದ ಸಂಜೆ 4.30 ರ ವರೆಗೆ ನಡೆಯಲಿದ್ದು ಪ್ರತೀ ಕ್ಲಸ್ಟರ್ ಗೆ 25,000 ರೂ. ಅನುದಾನ ಬಿಡುಗಡೆ ಮಾಡಲಾಗಿದೆ. ಈ ಕಲಿಕಾ ಹಬ್ಬದಲ್ಲಿ ಸುಮಾರು 200 ಮಕ್ಕಳು ಭಾಗವಹಿಸಲಿದ್ದಾರೆ. ಶಿಕ್ಷಕರು, ಪೋಷಕರು ಮತ್ತು ಸಮುದಾಯದ ಸಹಕಾರದಿಂದ ಹಬ್ಬವನ್ನು ಯಶಸ್ವಿಗೊಳಿಸೋಣ. xyxy=(845,269,1100,536)
author-line: ಜಿಲ್ಲೆ xyxy=(871,1224,887,1236)
fiscal-text: ರಾಜ್ಯ ಸರ್ಕಾರವು ಹಣಕಾಸಿನ ಜವಾಬ್ದಾರಿ ಮತ್ತು ಬಜೆಟ್ ನಿರ್ವಹಣಾ ಕಾಯಿದೆಯನ್ನು ಅನುಸರಿಸಲು ಬದ್ಧವಾಗಿದೆ. ಪ್ರಸ್ತುತ ವಿತ್ತೀಯ ಕೊರತೆಯು ಒಟ್ಟು ರಾಜ್ಯ ಆಂತರಿಕ ಉತ್ಪನ್ನದ ಶೇ.3 ರ ಮಿತಿಯೊಳಗಿದೆ ಎಂದು ಕಂದಾಯ ಸಚಿವ ಕೃಷ್ಣ ಭೈರೇಗೌಡ ವಿಧಾನ ಪರಿಷತ್ತಿನಲ್ಲಿ ತಿಳಿಸಿದರು. ಸರ್ಕಾರ ನೀಡಿದ ದತ್ತಾಂಶದ ಪ್ರಕಾರ, ಅದು 2.95% ರಷ್ಟಿದೆ ಉಳಿದಿದ್ದು, ಇದು ಮಿತಿಯ ಹತ್ತಿರದಲ್ಲಿದೆ ಎಂದರು. 2023–24 ರಲ್ಲಿ 65,525 ರೂಪಾಯಿಗಳಷ್ಟಿದ್ದ ಕೊರತೆಯನ್ನು ಆರ್ಥಿಕ ವರ್ಷ 2026ರಲ್ಲಿ 90,420 ಕೋಟಿ ರೂಪಾಯಿಗೆ ಹೆಚ್ಚಿಸಲಾಗಿದೆ. ಅಂದರೆ ಉಐಆಕ ಯ 2.55 ರಿಂದ 2.99ಕ್ಕೆ ಹೆಚ್ಚಿಸಲಾಗಿದೆ ಎಂದರು. xyxy=(1138,2099,1473,2230)
